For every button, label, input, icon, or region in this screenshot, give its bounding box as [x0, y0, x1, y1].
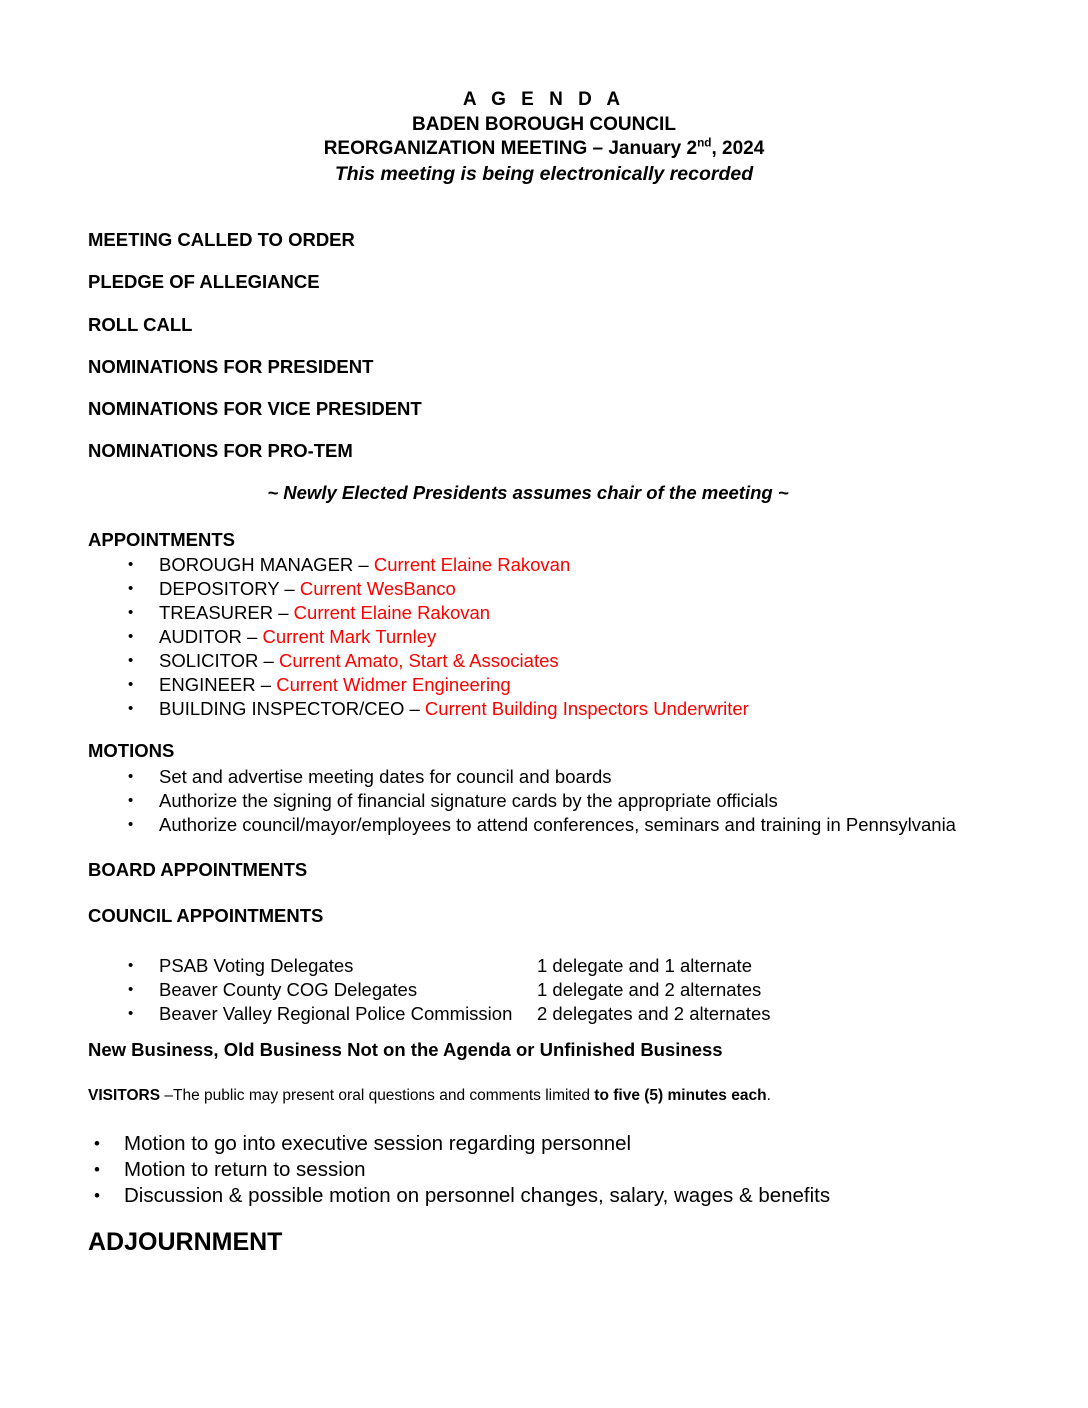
visitors-text-after: .: [766, 1087, 771, 1104]
list-item: • Motion to go into executive session regarding personnel: [88, 1131, 830, 1157]
table-row: [118, 978, 762, 1002]
appointment-role: SOLICITOR –: [159, 650, 279, 671]
visitors-label: VISITORS: [88, 1087, 161, 1104]
list-item: • Set and advertise meeting dates for council and boards: [118, 765, 956, 789]
appointment-current: Current Elaine Rakovan: [293, 602, 491, 623]
delegation-name: Beaver County COG Delegates: [159, 979, 418, 1000]
delegation-name: Beaver Valley Regional Police Commission: [159, 1003, 513, 1024]
delegation-name: PSAB Voting Delegates: [159, 955, 354, 976]
table-row: [118, 954, 752, 978]
section-appointments: APPOINTMENTS: [88, 529, 235, 550]
council-appointments-list: [118, 954, 771, 1026]
section-council-appointments: COUNCIL APPOINTMENTS: [88, 905, 324, 926]
appointment-current: Current Widmer Engineering: [276, 674, 511, 695]
motions-list: [118, 765, 956, 837]
list-item: [118, 601, 749, 625]
list-item: [118, 673, 749, 697]
appointment-current: Current Elaine Rakovan: [373, 554, 571, 575]
appointment-role: BOROUGH MANAGER –: [159, 554, 374, 575]
appointments-list: [118, 553, 749, 721]
meeting-year: , 2024: [711, 138, 765, 160]
meeting-type-and-date: [0, 137, 1088, 162]
delegation-allocation: 2 delegates and 2 alternates: [537, 1003, 771, 1024]
section-nominations-president: NOMINATIONS FOR PRESIDENT: [88, 356, 374, 377]
table-row: [118, 1002, 771, 1026]
chair-assumption-note: ~ Newly Elected Presidents assumes chair of the meeting ~: [267, 482, 789, 503]
final-motions-list: [88, 1131, 830, 1209]
section-motions: MOTIONS: [88, 740, 175, 761]
appointment-current: Current Amato, Start & Associates: [278, 650, 559, 671]
visitors-notice: [88, 1087, 771, 1105]
document-title: A G E N D A: [462, 89, 626, 110]
list-item: • Discussion & possible motion on personnel changes, salary, wages & benefits: [88, 1183, 830, 1209]
section-nominations-vice-president: NOMINATIONS FOR VICE PRESIDENT: [88, 398, 422, 419]
date-ordinal-suffix: nd: [697, 137, 712, 151]
appointment-current: Current Building Inspectors Underwriter: [424, 698, 749, 719]
list-item: [118, 649, 749, 673]
appointment-role: BUILDING INSPECTOR/CEO –: [159, 698, 425, 719]
section-meeting-called-to-order: MEETING CALLED TO ORDER: [88, 229, 355, 250]
appointment-role: DEPOSITORY –: [159, 578, 300, 599]
recording-notice: This meeting is being electronically recorded: [334, 163, 754, 186]
meeting-type-date-prefix: REORGANIZATION MEETING – January 2: [323, 138, 698, 160]
section-board-appointments: BOARD APPOINTMENTS: [88, 859, 308, 880]
document-header: [0, 88, 1088, 187]
list-item: • Authorize council/mayor/employees to attend conferences, seminars and training in Pennsylvania: [118, 813, 956, 837]
delegation-allocation: 1 delegate and 1 alternate: [537, 955, 752, 976]
organization-name: BADEN BOROUGH COUNCIL: [412, 113, 676, 135]
list-item: [118, 577, 749, 601]
appointment-role: ENGINEER –: [159, 674, 277, 695]
list-item: • Motion to return to session: [88, 1157, 830, 1183]
section-pledge-of-allegiance: PLEDGE OF ALLEGIANCE: [88, 271, 320, 292]
visitors-time-limit: to five (5) minutes each: [594, 1087, 767, 1104]
section-roll-call: ROLL CALL: [88, 314, 193, 335]
appointment-current: Current WesBanco: [299, 578, 456, 599]
list-item: [118, 625, 749, 649]
delegation-allocation: 1 delegate and 2 alternates: [537, 979, 762, 1000]
section-new-business: New Business, Old Business Not on the Agenda or Unfinished Business: [88, 1039, 723, 1060]
appointment-role: AUDITOR –: [159, 626, 263, 647]
visitors-text-before: –The public may present oral questions and comments limited: [160, 1087, 595, 1104]
list-item: • Authorize the signing of financial signature cards by the appropriate officials: [118, 789, 956, 813]
appointment-current: Current Mark Turnley: [262, 626, 437, 647]
section-adjournment: ADJOURNMENT: [88, 1228, 283, 1256]
appointment-role: TREASURER –: [159, 602, 294, 623]
list-item: [118, 553, 749, 577]
list-item: [118, 697, 749, 721]
section-nominations-pro-tem: NOMINATIONS FOR PRO-TEM: [88, 440, 353, 461]
